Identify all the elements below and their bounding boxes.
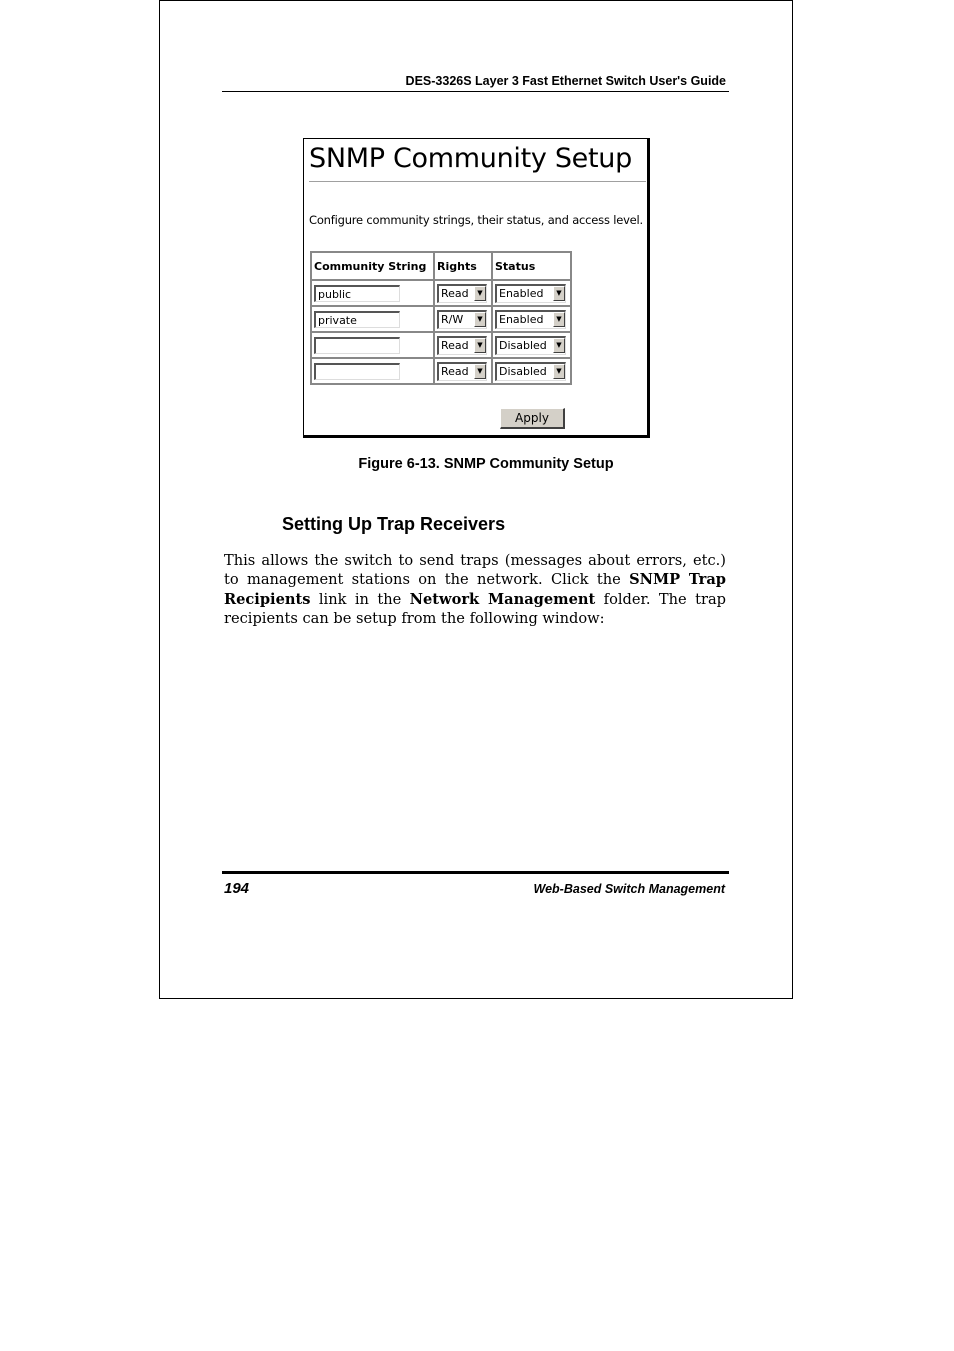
running-header: DES-3326S Layer 3 Fast Ethernet Switch User's Guide	[405, 74, 726, 88]
chevron-down-icon[interactable]: ▼	[553, 286, 565, 301]
rights-value: Read	[441, 286, 469, 300]
community-string-input[interactable]: private	[314, 311, 400, 328]
column-header-status: Status	[492, 252, 571, 280]
status-value: Enabled	[499, 286, 544, 300]
status-select[interactable]	[495, 336, 566, 355]
table-row	[311, 332, 571, 358]
status-value: Disabled	[499, 338, 547, 352]
rights-select[interactable]	[437, 284, 487, 303]
status-value: Disabled	[499, 364, 547, 378]
panel-divider	[309, 181, 646, 183]
figure-caption: Figure 6-13. SNMP Community Setup	[358, 456, 614, 472]
rights-select[interactable]	[437, 310, 487, 329]
panel-title: SNMP Community Setup	[309, 143, 632, 174]
rights-value: R/W	[441, 312, 464, 326]
community-string-input[interactable]	[314, 363, 400, 380]
status-select[interactable]	[495, 362, 566, 381]
page-number: 194	[224, 880, 250, 897]
apply-button[interactable]: Apply	[500, 408, 565, 429]
header-rule	[222, 91, 729, 92]
chevron-down-icon[interactable]: ▼	[474, 364, 486, 379]
community-string-input[interactable]	[314, 337, 400, 354]
footer-title: Web-Based Switch Management	[533, 882, 725, 896]
rights-value: Read	[441, 364, 469, 378]
chevron-down-icon[interactable]: ▼	[553, 338, 565, 353]
chevron-down-icon[interactable]: ▼	[474, 338, 486, 353]
section-heading: Setting Up Trap Receivers	[282, 514, 506, 534]
network-management-term: Network Management	[409, 590, 596, 608]
status-value: Enabled	[499, 312, 544, 326]
footer-rule	[222, 871, 729, 874]
chevron-down-icon[interactable]: ▼	[474, 286, 486, 301]
chevron-down-icon[interactable]: ▼	[553, 312, 565, 327]
snmp-trap-recipients-term: SNMP Trap Recipients	[224, 571, 726, 608]
chevron-down-icon[interactable]: ▼	[474, 312, 486, 327]
panel-description: Configure community strings, their status, and access level.	[309, 213, 644, 227]
column-header-community-string: Community String	[311, 252, 434, 280]
table-header-row	[311, 252, 571, 280]
snmp-community-screenshot	[303, 138, 650, 438]
rights-select[interactable]	[437, 362, 487, 381]
community-table	[310, 251, 572, 385]
status-select[interactable]	[495, 284, 566, 303]
table-row	[311, 280, 571, 306]
rights-select[interactable]	[437, 336, 487, 355]
chevron-down-icon[interactable]: ▼	[553, 364, 565, 379]
community-string-input[interactable]: public	[314, 285, 400, 302]
column-header-rights: Rights	[434, 252, 492, 280]
table-row	[311, 358, 571, 384]
body-paragraph: This allows the switch to send traps (messages about errors, etc.) to management stations on the network. Click the SNMP Trap Recipients link in the Network Management folder. The trap recipients can be setup from the following window:	[224, 552, 726, 628]
status-select[interactable]	[495, 310, 566, 329]
rights-value: Read	[441, 338, 469, 352]
table-row	[311, 306, 571, 332]
